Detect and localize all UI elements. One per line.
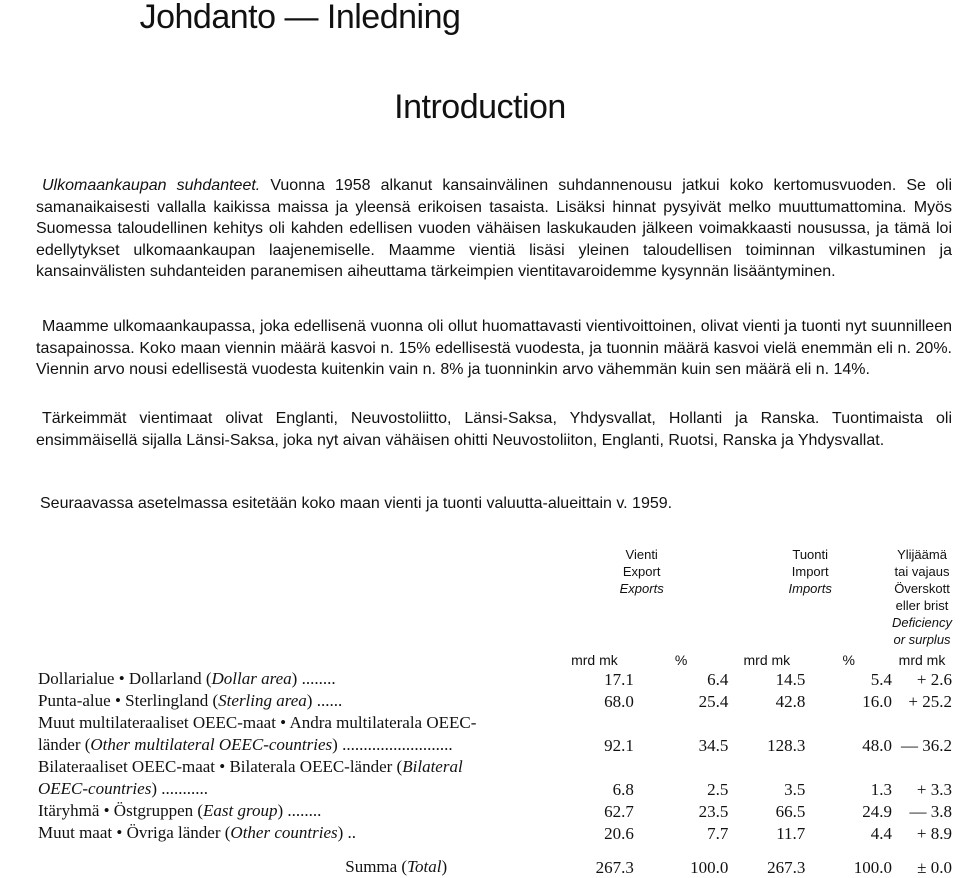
table-header-row — [38, 546, 952, 648]
import-pct: 1.3 — [870, 780, 893, 799]
export-pct: 23.5 — [698, 802, 729, 821]
export-value: 92.1 — [604, 736, 634, 755]
header-export: Vienti Export Exports — [619, 547, 664, 596]
export-pct: 2.5 — [707, 780, 729, 799]
balance-value: + 2.6 — [916, 670, 952, 689]
total-export: 267.3 — [595, 858, 634, 877]
total-row — [38, 844, 952, 878]
balance-value: — 36.2 — [901, 736, 952, 755]
table-row — [38, 712, 952, 756]
total-import: 267.3 — [767, 858, 806, 877]
total-balance: ± 0.0 — [917, 858, 952, 877]
row-label: Muut multilateraaliset OEEC-maat • Andra multilaterala OEEC-länder (Other multilateral OEEC-countries) .......................... — [38, 713, 477, 754]
import-value: 14.5 — [775, 670, 806, 689]
balance-value: + 25.2 — [908, 692, 952, 711]
row-label: Muut maat • Övriga länder (Other countries) .. — [38, 823, 357, 842]
import-pct: 48.0 — [862, 736, 893, 755]
page-subtitle: Introduction — [394, 88, 566, 126]
spacer — [477, 668, 555, 690]
table-row — [38, 800, 952, 822]
row-label: Punta-alue • Sterlingland (Sterling area) ...... — [38, 691, 343, 710]
paragraph-1 — [36, 175, 952, 283]
import-pct: 16.0 — [862, 692, 893, 711]
table-intro: Seuraavassa asetelmassa esitetään koko maan vienti ja tuonti valuutta-alueittain v. 1959. — [40, 495, 673, 512]
total-export-pct: 100.0 — [690, 858, 729, 877]
units-row: mrd mk % mrd mk % mrd mk — [571, 652, 946, 668]
export-pct: 34.5 — [698, 736, 729, 755]
import-value: 66.5 — [775, 802, 806, 821]
balance-value: + 8.9 — [916, 824, 952, 843]
row-label: Dollarialue • Dollarland (Dollar area) ........ — [38, 669, 336, 688]
export-value: 17.1 — [604, 670, 634, 689]
spacer — [477, 800, 555, 822]
page-title: Johdanto — Inledning — [139, 0, 461, 36]
export-pct: 6.4 — [707, 670, 729, 689]
spacer — [477, 756, 555, 800]
row-label: Itäryhmä • Östgruppen (East group) ........ — [38, 801, 322, 820]
paragraph-2: Maamme ulkomaankaupassa, joka edellisenä vuonna oli ollut huomattavasti vientivoittoinen, olivat vienti ja tuonti nyt suunnilleen tasapainossa. Koko maan viennin määrä kasvoi n. 15% edellisestä vuodesta, ja tuonnin määrä kasvoi vielä enemmän eli n. 20%. Viennin arvo nousi edellisestä vuodesta kuitenkin vain n. 8% ja tuonninkin arvo vähemmän kuin sen määrä eli n. 14%. — [36, 318, 952, 378]
row-label: Bilateraaliset OEEC-maat • Bilaterala OEEC-länder (Bilateral OEEC-countries) ........... — [38, 757, 463, 798]
table-row — [38, 756, 952, 800]
export-value: 20.6 — [604, 824, 634, 843]
table-row — [38, 690, 952, 712]
spacer — [477, 690, 555, 712]
trade-summary-table — [38, 546, 952, 878]
import-value: 11.7 — [776, 824, 806, 843]
import-value: 128.3 — [767, 736, 806, 755]
export-value: 62.7 — [604, 802, 634, 821]
header-balance: Ylijäämä tai vajaus Överskott eller brist Deficiency or surplus — [892, 547, 952, 647]
header-import: Tuonti Import Imports — [788, 547, 832, 596]
balance-value: + 3.3 — [916, 780, 952, 799]
import-pct: 4.4 — [870, 824, 893, 843]
import-pct: 24.9 — [862, 802, 893, 821]
import-value: 3.5 — [784, 780, 806, 799]
paragraph-1-body: Vuonna 1958 alkanut kansainvälinen suhdannenousu jatkui koko kertomusvuoden. Se oli samanaikaisesti vallalla kaikissa maissa ja yleensä erikoisen tasaista. Lisäksi hinnat pysyivät melko muuttumattomina. Myös Suomessa taloudellinen kehitys oli kahden edellisen vuoden vähäisen laskukauden jälkeen voimakkaasti nousussa, ja tämä loi edellytykset ulkomaankaupan laajenemiselle. Maamme vientiä lisäsi yleinen taloudellisen toiminnan vilkastuminen ja kansainvälisten suhdanteiden paranemisen aiheuttama tärkeimpien vientitavaroidemme kysynnän lisääntyminen. — [36, 177, 953, 280]
export-pct: 25.4 — [698, 692, 729, 711]
spacer — [477, 822, 555, 844]
export-pct: 7.7 — [707, 824, 729, 843]
spacer — [477, 712, 555, 756]
import-value: 42.8 — [775, 692, 806, 711]
paragraph-1-lead: Ulkomaankaupan suhdanteet. — [42, 177, 261, 194]
export-value: 6.8 — [612, 780, 634, 799]
table-row — [38, 668, 952, 690]
balance-value: — 3.8 — [909, 802, 952, 821]
total-label: Summa (Total) — [345, 857, 448, 876]
export-value: 68.0 — [604, 692, 634, 711]
paragraph-3: Tärkeimmät vientimaat olivat Englanti, Neuvostoliitto, Länsi-Saksa, Yhdysvallat, Hollanti ja Ranska. Tuontimaista oli ensimmäisellä sijalla Länsi-Saksa, joka nyt aivan vähäisen ohitti Neuvostoliiton, Englanti, Ruotsi, Ranska ja Yhdysvallat. — [36, 410, 952, 449]
table-row — [38, 822, 952, 844]
total-import-pct: 100.0 — [853, 858, 893, 877]
import-pct: 5.4 — [870, 670, 893, 689]
